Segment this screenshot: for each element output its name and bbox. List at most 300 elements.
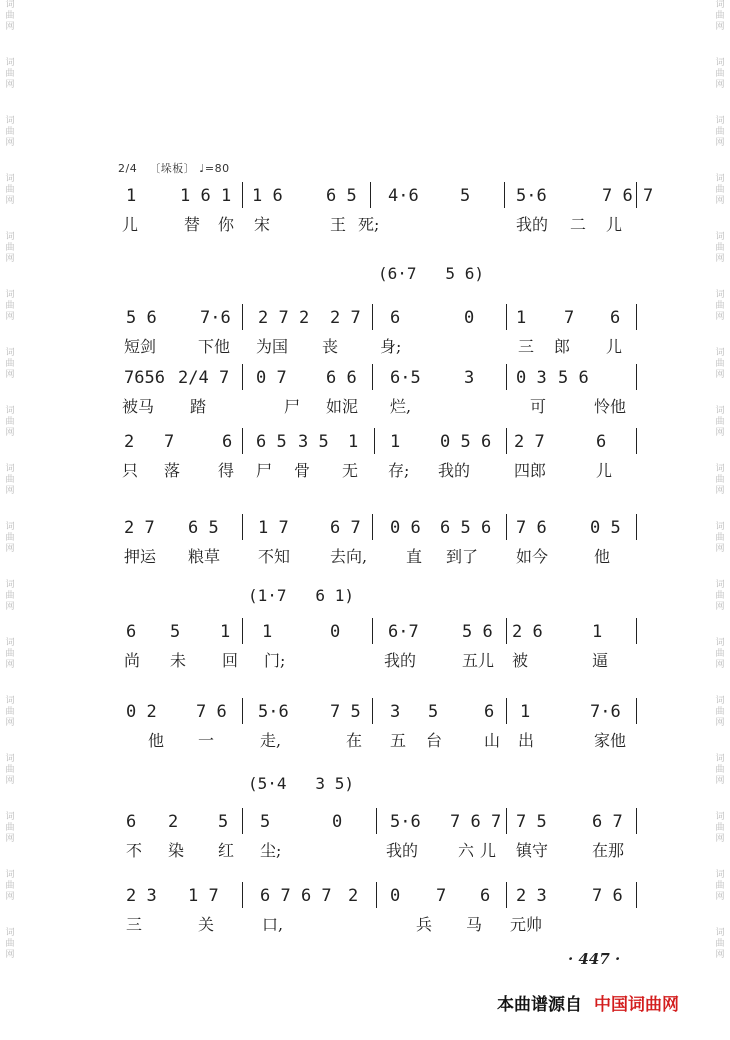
note-group: 5 bbox=[260, 812, 271, 832]
lyric-word: 未 bbox=[170, 651, 187, 670]
lyric-word: 踏 bbox=[190, 397, 207, 416]
margin-text-group bbox=[715, 580, 724, 613]
bar-line bbox=[506, 364, 507, 390]
lyric-word: 出 bbox=[518, 731, 535, 750]
score-system bbox=[118, 684, 642, 750]
score-system bbox=[118, 868, 642, 934]
bar-line bbox=[376, 808, 377, 834]
note-group: 1 bbox=[520, 702, 531, 722]
note-group: 7 6 7 bbox=[602, 186, 654, 206]
lyric-word: 不 bbox=[126, 841, 143, 860]
lyric-word: 烂, bbox=[390, 397, 412, 416]
bar-line bbox=[636, 428, 637, 454]
margin-char: 曲 bbox=[715, 533, 725, 543]
note-group: 2 7 2 bbox=[258, 308, 310, 328]
lyric-word: 我的 bbox=[386, 841, 419, 860]
note-group: 6 5 6 bbox=[440, 518, 492, 538]
lyric-word: 五儿 bbox=[462, 651, 495, 670]
margin-char: 曲 bbox=[715, 417, 725, 427]
lyric-word: 你 bbox=[218, 215, 235, 234]
bar-line bbox=[242, 364, 243, 390]
lyric-word: 染 bbox=[168, 841, 185, 860]
margin-char: 曲 bbox=[5, 127, 15, 137]
lyric-word: 可 bbox=[530, 397, 547, 416]
lyric-word: 口, bbox=[262, 915, 284, 934]
note-group: 7 bbox=[436, 886, 447, 906]
note-group: 1 6 bbox=[252, 186, 283, 206]
margin-text-group bbox=[715, 116, 724, 149]
note-group: 7 6 bbox=[516, 518, 547, 538]
note-group: 1 bbox=[348, 432, 359, 452]
source-label: 本曲谱源自 bbox=[497, 995, 582, 1015]
source-footer bbox=[497, 990, 679, 1015]
bar-line bbox=[374, 428, 375, 454]
lyric-word: 去向, bbox=[330, 547, 368, 566]
lyric-word: 山 bbox=[484, 731, 501, 750]
margin-char: 词 bbox=[5, 174, 15, 184]
margin-char: 网 bbox=[5, 892, 15, 902]
bar-line bbox=[506, 698, 507, 724]
margin-char: 词 bbox=[5, 0, 15, 10]
margin-char: 网 bbox=[715, 834, 725, 844]
margin-char: 词 bbox=[5, 754, 15, 764]
lyric-word: 红 bbox=[218, 841, 235, 860]
margin-char: 曲 bbox=[715, 11, 725, 21]
margin-char: 曲 bbox=[715, 185, 725, 195]
margin-char: 词 bbox=[715, 638, 725, 648]
note-group: 2 bbox=[168, 812, 179, 832]
lyric-word: 三 bbox=[518, 337, 535, 356]
margin-text-group bbox=[715, 812, 724, 845]
margin-char: 曲 bbox=[5, 185, 15, 195]
lyric-word: 逼 bbox=[592, 651, 609, 670]
margin-char: 网 bbox=[5, 196, 15, 206]
note-group: 7656 bbox=[124, 368, 165, 388]
margin-char: 曲 bbox=[715, 707, 725, 717]
margin-text-group bbox=[715, 522, 724, 555]
margin-text-group bbox=[715, 290, 724, 323]
lyric-word: 儿 bbox=[122, 215, 139, 234]
margin-char: 词 bbox=[715, 348, 725, 358]
margin-char: 词 bbox=[715, 522, 725, 532]
note-group: 0 5 bbox=[590, 518, 621, 538]
bar-line bbox=[504, 182, 505, 208]
note-group: 1 bbox=[126, 186, 137, 206]
margin-text-group bbox=[715, 174, 724, 207]
note-group: 1 7 bbox=[258, 518, 289, 538]
intro-phrase: (5·4 3 5) bbox=[248, 774, 354, 793]
margin-char: 网 bbox=[715, 776, 725, 786]
note-group: 6 5 bbox=[188, 518, 219, 538]
margin-text-group bbox=[5, 754, 14, 787]
lyric-word: 兵 bbox=[416, 915, 433, 934]
margin-char: 网 bbox=[5, 428, 15, 438]
margin-text-group bbox=[5, 580, 14, 613]
note-group: 2 7 bbox=[330, 308, 361, 328]
margin-char: 网 bbox=[715, 486, 725, 496]
margin-char: 曲 bbox=[5, 707, 15, 717]
margin-char: 词 bbox=[715, 812, 725, 822]
note-group: 5 6 bbox=[558, 368, 589, 388]
lyric-word: 尘; bbox=[260, 841, 282, 860]
note-group: 6 bbox=[610, 308, 621, 328]
margin-text-group bbox=[715, 58, 724, 91]
note-group: 6·5 bbox=[390, 368, 421, 388]
margin-char: 词 bbox=[5, 580, 15, 590]
note-group: 6 bbox=[126, 622, 137, 642]
margin-char: 曲 bbox=[715, 359, 725, 369]
bar-line bbox=[506, 514, 507, 540]
note-group: 2/4 7 bbox=[178, 368, 230, 388]
margin-char: 曲 bbox=[715, 939, 725, 949]
score-system bbox=[118, 794, 642, 860]
margin-text-group bbox=[5, 116, 14, 149]
lyric-word: 儿 bbox=[480, 841, 497, 860]
left-margin-watermark bbox=[2, 0, 18, 986]
margin-char: 词 bbox=[5, 812, 15, 822]
note-group: 6 bbox=[126, 812, 137, 832]
margin-char: 词 bbox=[715, 58, 725, 68]
margin-text-group bbox=[5, 464, 14, 497]
margin-text-group bbox=[5, 290, 14, 323]
note-group: 2 6 bbox=[512, 622, 543, 642]
note-group: 7 6 bbox=[592, 886, 623, 906]
lyric-word: 一 bbox=[198, 731, 215, 750]
margin-char: 曲 bbox=[5, 359, 15, 369]
margin-char: 曲 bbox=[715, 127, 725, 137]
margin-char: 词 bbox=[715, 754, 725, 764]
margin-char: 词 bbox=[5, 928, 15, 938]
note-group: 7 6 bbox=[196, 702, 227, 722]
note-group: 7·6 bbox=[200, 308, 231, 328]
margin-char: 网 bbox=[715, 950, 725, 960]
lyric-word: 儿 bbox=[596, 461, 613, 480]
margin-char: 网 bbox=[715, 138, 725, 148]
lyric-word: 马 bbox=[466, 915, 483, 934]
bar-line bbox=[372, 514, 373, 540]
note-group: 6 bbox=[222, 432, 233, 452]
margin-char: 曲 bbox=[5, 823, 15, 833]
intro-phrase: (1·7 6 1) bbox=[248, 586, 354, 605]
note-group: 7·6 bbox=[590, 702, 621, 722]
margin-char: 曲 bbox=[715, 765, 725, 775]
note-group: 6 7 6 7 bbox=[260, 886, 332, 906]
margin-char: 词 bbox=[715, 870, 725, 880]
note-group: 5 bbox=[428, 702, 439, 722]
lyric-word: 王 bbox=[330, 215, 347, 234]
lyric-word: 押运 bbox=[124, 547, 157, 566]
note-group: 7 5 bbox=[330, 702, 361, 722]
lyric-word: 走, bbox=[260, 731, 282, 750]
note-group: 6 6 bbox=[326, 368, 357, 388]
margin-char: 网 bbox=[5, 660, 15, 670]
lyric-word: 宋 bbox=[254, 215, 271, 234]
note-group: 0 5 6 bbox=[440, 432, 492, 452]
note-group: 0 bbox=[390, 886, 401, 906]
margin-char: 网 bbox=[5, 22, 15, 32]
lyric-word: 尚 bbox=[124, 651, 141, 670]
note-group: 3 5 bbox=[298, 432, 329, 452]
lyric-word: 身; bbox=[380, 337, 402, 356]
bar-line bbox=[636, 364, 637, 390]
margin-text-group bbox=[715, 348, 724, 381]
lyric-word: 在那 bbox=[592, 841, 625, 860]
margin-char: 网 bbox=[715, 602, 725, 612]
margin-char: 网 bbox=[5, 950, 15, 960]
lyric-word: 如泥 bbox=[326, 397, 359, 416]
note-group: 6 bbox=[480, 886, 491, 906]
margin-text-group bbox=[715, 754, 724, 787]
lyric-word: 二 bbox=[570, 215, 587, 234]
note-group: 0 bbox=[330, 622, 341, 642]
note-group: 2 bbox=[124, 432, 135, 452]
margin-char: 网 bbox=[5, 544, 15, 554]
lyric-word: 六 bbox=[458, 841, 475, 860]
margin-char: 词 bbox=[5, 696, 15, 706]
margin-text-group bbox=[715, 928, 724, 961]
margin-text-group bbox=[5, 58, 14, 91]
note-group: 5 bbox=[170, 622, 181, 642]
note-group: 6 7 bbox=[592, 812, 623, 832]
note-group: 2 3 bbox=[516, 886, 547, 906]
bar-line bbox=[372, 304, 373, 330]
bar-line bbox=[636, 808, 637, 834]
margin-char: 曲 bbox=[5, 69, 15, 79]
margin-char: 网 bbox=[5, 602, 15, 612]
page-number: · 447 · bbox=[568, 950, 621, 968]
lyric-word: 粮草 bbox=[188, 547, 221, 566]
lyric-word: 元帅 bbox=[510, 915, 543, 934]
bar-line bbox=[636, 698, 637, 724]
bar-line bbox=[636, 514, 637, 540]
margin-char: 曲 bbox=[715, 823, 725, 833]
margin-char: 曲 bbox=[5, 11, 15, 21]
margin-char: 曲 bbox=[5, 475, 15, 485]
margin-text-group bbox=[5, 406, 14, 439]
note-group: 6 bbox=[390, 308, 401, 328]
margin-char: 词 bbox=[715, 232, 725, 242]
note-group: 0 bbox=[332, 812, 343, 832]
margin-char: 网 bbox=[715, 660, 725, 670]
lyric-word: 家他 bbox=[594, 731, 627, 750]
lyric-word: 得 bbox=[218, 461, 235, 480]
note-group: 6 5 bbox=[256, 432, 287, 452]
margin-char: 词 bbox=[715, 0, 725, 10]
margin-char: 曲 bbox=[5, 417, 15, 427]
margin-char: 网 bbox=[5, 834, 15, 844]
margin-char: 词 bbox=[5, 58, 15, 68]
note-group: 5 bbox=[218, 812, 229, 832]
note-group: 5 6 bbox=[462, 622, 493, 642]
margin-char: 网 bbox=[5, 312, 15, 322]
margin-char: 网 bbox=[715, 312, 725, 322]
site-name: 中国词曲网 bbox=[594, 995, 679, 1015]
note-group: 5·6 bbox=[258, 702, 289, 722]
margin-char: 网 bbox=[715, 892, 725, 902]
margin-text-group bbox=[715, 870, 724, 903]
note-group: 2 3 bbox=[126, 886, 157, 906]
note-group: 1 7 bbox=[188, 886, 219, 906]
margin-char: 网 bbox=[5, 718, 15, 728]
lyric-word: 台 bbox=[426, 731, 443, 750]
note-group: 0 3 bbox=[516, 368, 547, 388]
margin-char: 曲 bbox=[715, 649, 725, 659]
lyric-word: 在 bbox=[346, 731, 363, 750]
score-system bbox=[118, 414, 642, 480]
note-group: 1 bbox=[220, 622, 231, 642]
bar-line bbox=[242, 304, 243, 330]
bar-line bbox=[242, 808, 243, 834]
margin-char: 词 bbox=[5, 522, 15, 532]
note-group: 1 bbox=[516, 308, 527, 328]
bar-line bbox=[372, 698, 373, 724]
bar-line bbox=[242, 882, 243, 908]
lyric-word: 我的 bbox=[438, 461, 471, 480]
lyric-word: 丧 bbox=[322, 337, 339, 356]
bar-line bbox=[242, 428, 243, 454]
lyric-word: 被 bbox=[512, 651, 529, 670]
margin-char: 词 bbox=[715, 928, 725, 938]
bar-line bbox=[506, 808, 507, 834]
margin-text-group bbox=[715, 696, 724, 729]
note-group: 6 7 bbox=[330, 518, 361, 538]
lyric-word: 他 bbox=[148, 731, 165, 750]
score-system bbox=[118, 350, 642, 416]
lyric-word: 关 bbox=[198, 915, 215, 934]
bar-line bbox=[242, 618, 243, 644]
lyric-word: 到了 bbox=[446, 547, 479, 566]
score-system bbox=[118, 604, 642, 670]
margin-char: 曲 bbox=[715, 591, 725, 601]
margin-text-group bbox=[715, 638, 724, 671]
margin-text-group bbox=[715, 464, 724, 497]
lyric-word: 下他 bbox=[198, 337, 231, 356]
score-system bbox=[118, 290, 642, 356]
margin-char: 词 bbox=[715, 116, 725, 126]
note-group: 0 6 bbox=[390, 518, 421, 538]
lyric-word: 骨 bbox=[294, 461, 311, 480]
note-group: 1 bbox=[592, 622, 603, 642]
right-margin-watermark bbox=[712, 0, 728, 986]
margin-char: 曲 bbox=[715, 301, 725, 311]
note-group: 5·6 bbox=[516, 186, 547, 206]
tempo-mark: 〔垛板〕 ♩=80 bbox=[149, 162, 230, 175]
bar-line bbox=[636, 618, 637, 644]
margin-char: 网 bbox=[5, 776, 15, 786]
margin-char: 网 bbox=[5, 80, 15, 90]
margin-char: 词 bbox=[715, 290, 725, 300]
lyric-word: 尸 bbox=[256, 461, 273, 480]
bar-line bbox=[372, 364, 373, 390]
bar-line bbox=[506, 428, 507, 454]
margin-char: 词 bbox=[5, 406, 15, 416]
note-group: 1 bbox=[390, 432, 401, 452]
note-group: 6·7 bbox=[388, 622, 419, 642]
margin-char: 曲 bbox=[715, 881, 725, 891]
note-group: 3 bbox=[390, 702, 401, 722]
margin-char: 曲 bbox=[5, 243, 15, 253]
lyric-word: 儿 bbox=[606, 337, 623, 356]
lyric-word: 回 bbox=[222, 651, 239, 670]
margin-text-group bbox=[5, 348, 14, 381]
margin-char: 词 bbox=[5, 464, 15, 474]
margin-char: 词 bbox=[5, 638, 15, 648]
lyric-word: 为国 bbox=[256, 337, 289, 356]
margin-text-group bbox=[715, 232, 724, 265]
note-group: 7 5 bbox=[516, 812, 547, 832]
lyric-word: 不知 bbox=[258, 547, 291, 566]
lyric-word: 无 bbox=[342, 461, 359, 480]
margin-char: 网 bbox=[715, 428, 725, 438]
margin-char: 曲 bbox=[5, 649, 15, 659]
margin-char: 曲 bbox=[5, 533, 15, 543]
margin-char: 网 bbox=[715, 80, 725, 90]
margin-char: 词 bbox=[715, 406, 725, 416]
lyric-word: 怜他 bbox=[594, 397, 627, 416]
margin-char: 曲 bbox=[5, 301, 15, 311]
bar-line bbox=[370, 182, 371, 208]
note-group: 7 bbox=[164, 432, 175, 452]
margin-char: 网 bbox=[715, 544, 725, 554]
margin-char: 词 bbox=[715, 580, 725, 590]
margin-char: 词 bbox=[5, 870, 15, 880]
margin-char: 网 bbox=[5, 370, 15, 380]
lyric-word: 落 bbox=[164, 461, 181, 480]
margin-text-group bbox=[5, 812, 14, 845]
note-group: 1 bbox=[262, 622, 273, 642]
lyric-word: 只 bbox=[122, 461, 139, 480]
lyric-word: 尸 bbox=[284, 397, 301, 416]
margin-char: 网 bbox=[715, 370, 725, 380]
bar-line bbox=[506, 882, 507, 908]
note-group: 6 bbox=[596, 432, 607, 452]
note-group: 2 bbox=[348, 886, 359, 906]
lyric-word: 短剑 bbox=[124, 337, 157, 356]
note-group: 0 bbox=[464, 308, 475, 328]
margin-text-group bbox=[5, 928, 14, 961]
bar-line bbox=[242, 514, 243, 540]
lyric-word: 我的 bbox=[384, 651, 417, 670]
lyric-word: 死; bbox=[358, 215, 380, 234]
note-group: 0 7 bbox=[256, 368, 287, 388]
note-group: 5 bbox=[460, 186, 471, 206]
bar-line bbox=[506, 618, 507, 644]
margin-char: 网 bbox=[715, 254, 725, 264]
margin-char: 曲 bbox=[715, 475, 725, 485]
lyric-word: 门; bbox=[264, 651, 286, 670]
lyric-word: 他 bbox=[594, 547, 611, 566]
lyric-word: 儿 bbox=[606, 215, 623, 234]
note-group: 3 bbox=[464, 368, 475, 388]
time-signature: 2/4 bbox=[118, 162, 138, 175]
note-group: 7 6 7 bbox=[450, 812, 502, 832]
lyric-word: 存; bbox=[388, 461, 410, 480]
margin-text-group bbox=[5, 522, 14, 555]
note-group: 4·6 bbox=[388, 186, 419, 206]
lyric-word: 五 bbox=[390, 731, 407, 750]
score-system bbox=[118, 168, 654, 234]
margin-char: 词 bbox=[715, 174, 725, 184]
bar-line bbox=[372, 618, 373, 644]
margin-char: 网 bbox=[5, 486, 15, 496]
margin-char: 网 bbox=[5, 138, 15, 148]
margin-text-group bbox=[5, 0, 14, 33]
margin-char: 词 bbox=[5, 290, 15, 300]
margin-char: 曲 bbox=[5, 881, 15, 891]
margin-char: 网 bbox=[715, 196, 725, 206]
margin-char: 词 bbox=[715, 464, 725, 474]
lyric-word: 郎 bbox=[554, 337, 571, 356]
